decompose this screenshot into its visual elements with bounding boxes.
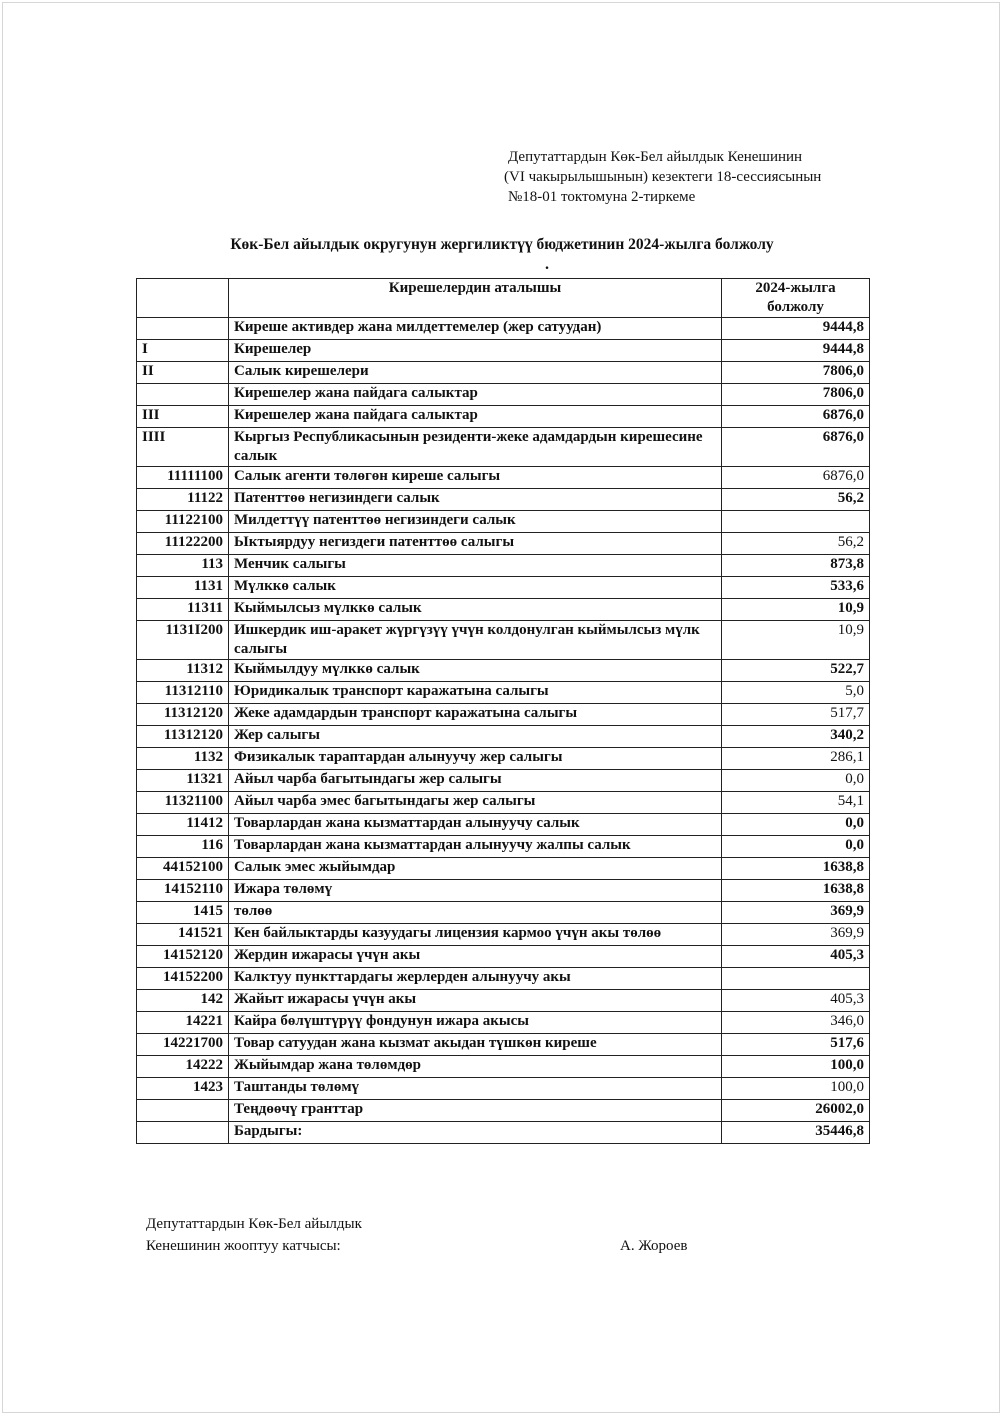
row-value-cell: 6876,0 xyxy=(722,467,870,489)
table-row xyxy=(137,1078,870,1100)
signature-line-2: Кенешинин жооптуу катчысы: xyxy=(146,1238,341,1254)
row-code-cell: IIII xyxy=(137,428,229,467)
table-row xyxy=(137,990,870,1012)
table-row xyxy=(137,726,870,748)
table-row xyxy=(137,792,870,814)
row-value-cell: 9444,8 xyxy=(722,340,870,362)
row-name-cell: Ишкердик иш-аракет жүргүзүү үчүн колдонулган кыймылсыз мүлк салыгы xyxy=(229,621,722,660)
row-code-cell xyxy=(137,384,229,406)
row-code-cell: 11122 xyxy=(137,489,229,511)
table-row xyxy=(137,968,870,990)
table-row xyxy=(137,1122,870,1144)
row-name-cell: Кыймылсыз мүлккө салык xyxy=(229,599,722,621)
table-row xyxy=(137,880,870,902)
row-code-cell: 1132 xyxy=(137,748,229,770)
table-row xyxy=(137,340,870,362)
row-value-cell: 1638,8 xyxy=(722,880,870,902)
row-code-cell: 11122100 xyxy=(137,511,229,533)
table-row xyxy=(137,946,870,968)
header-note-line-3: №18-01 токтомуна 2-тиркеме xyxy=(508,189,696,205)
row-name-cell: Милдеттүү патенттөө негизиндеги салык xyxy=(229,511,722,533)
table-row xyxy=(137,682,870,704)
row-name-cell: Айыл чарба багытындагы жер салыгы xyxy=(229,770,722,792)
row-name-cell: Мүлккө салык xyxy=(229,577,722,599)
row-name-cell: Кыргыз Республикасынын резиденти-жеке адамдардын кирешесине салык xyxy=(229,428,722,467)
row-value-cell: 405,3 xyxy=(722,946,870,968)
table-row xyxy=(137,555,870,577)
row-code-cell: III xyxy=(137,406,229,428)
row-name-cell: Кен байлыктарды казуудагы лицензия кармоо үчүн акы төлөө xyxy=(229,924,722,946)
row-code-cell xyxy=(137,1100,229,1122)
row-value-cell: 0,0 xyxy=(722,770,870,792)
row-name-cell: Менчик салыгы xyxy=(229,555,722,577)
signature-block xyxy=(146,1213,362,1257)
row-value-cell: 9444,8 xyxy=(722,318,870,340)
row-value-cell: 873,8 xyxy=(722,555,870,577)
row-value-cell: 533,6 xyxy=(722,577,870,599)
row-code-cell: 141521 xyxy=(137,924,229,946)
row-value-cell: 54,1 xyxy=(722,792,870,814)
row-name-cell: Салык кирешелери xyxy=(229,362,722,384)
row-value-cell: 405,3 xyxy=(722,990,870,1012)
row-code-cell: 116 xyxy=(137,836,229,858)
row-value-cell: 26002,0 xyxy=(722,1100,870,1122)
table-row xyxy=(137,1012,870,1034)
row-name-cell: Жердин ижарасы үчүн акы xyxy=(229,946,722,968)
table-row xyxy=(137,1034,870,1056)
row-code-cell: 11312110 xyxy=(137,682,229,704)
table-row xyxy=(137,467,870,489)
row-name-cell: Теңдөөчү гранттар xyxy=(229,1100,722,1122)
row-value-cell: 56,2 xyxy=(722,489,870,511)
table-row xyxy=(137,902,870,924)
table-row xyxy=(137,924,870,946)
row-name-cell: Товарлардан жана кызматтардан алынуучу жалпы салык xyxy=(229,836,722,858)
table-row xyxy=(137,814,870,836)
table-row xyxy=(137,599,870,621)
table-row xyxy=(137,748,870,770)
row-value-cell: 7806,0 xyxy=(722,362,870,384)
table-row xyxy=(137,621,870,660)
row-code-cell: 11412 xyxy=(137,814,229,836)
row-value-cell: 517,7 xyxy=(722,704,870,726)
budget-table xyxy=(136,278,870,1144)
row-name-cell: Жер салыгы xyxy=(229,726,722,748)
row-name-cell: Киреше активдер жана милдеттемелер (жер сатуудан) xyxy=(229,318,722,340)
row-code-cell: 11321 xyxy=(137,770,229,792)
signature-line-1: Депутаттардын Көк-Бел айылдык xyxy=(146,1216,362,1232)
row-name-cell: Юридикалык транспорт каражатына салыгы xyxy=(229,682,722,704)
row-code-cell: 142 xyxy=(137,990,229,1012)
row-code-cell: 14152110 xyxy=(137,880,229,902)
row-name-cell: Айыл чарба эмес багытындагы жер салыгы xyxy=(229,792,722,814)
row-code-cell: 1415 xyxy=(137,902,229,924)
header-value-cell: 2024-жылга болжолу xyxy=(722,279,870,318)
row-value-cell: 10,9 xyxy=(722,621,870,660)
row-name-cell: Салык эмес жыйымдар xyxy=(229,858,722,880)
table-row xyxy=(137,428,870,467)
row-code-cell: 14222 xyxy=(137,1056,229,1078)
row-code-cell: 44152100 xyxy=(137,858,229,880)
row-value-cell xyxy=(722,511,870,533)
row-name-cell: Жеке адамдардын транспорт каражатына салыгы xyxy=(229,704,722,726)
table-header-row xyxy=(137,279,870,318)
row-name-cell: Таштанды төлөмү xyxy=(229,1078,722,1100)
row-name-cell: Кирешелер xyxy=(229,340,722,362)
table-row xyxy=(137,533,870,555)
header-note-line-2: (VI чакырылышынын) кезектеги 18-сессиясынын xyxy=(504,169,822,185)
table-row xyxy=(137,770,870,792)
row-name-cell: Патенттөө негизиндеги салык xyxy=(229,489,722,511)
table-row xyxy=(137,836,870,858)
row-value-cell xyxy=(722,968,870,990)
row-value-cell: 56,2 xyxy=(722,533,870,555)
row-name-cell: Физикалык тараптардан алынуучу жер салыгы xyxy=(229,748,722,770)
table-row xyxy=(137,1056,870,1078)
row-code-cell: 11311 xyxy=(137,599,229,621)
row-name-cell: төлөө xyxy=(229,902,722,924)
row-code-cell: 14152120 xyxy=(137,946,229,968)
row-code-cell: 14152200 xyxy=(137,968,229,990)
row-code-cell: 11111100 xyxy=(137,467,229,489)
table-row xyxy=(137,660,870,682)
signer-name: А. Жороев xyxy=(620,1238,688,1254)
row-value-cell: 522,7 xyxy=(722,660,870,682)
row-code-cell: 1131I200 xyxy=(137,621,229,660)
table-row xyxy=(137,704,870,726)
row-value-cell: 346,0 xyxy=(722,1012,870,1034)
row-value-cell: 0,0 xyxy=(722,814,870,836)
row-code-cell: 11122200 xyxy=(137,533,229,555)
row-code-cell: 11312120 xyxy=(137,704,229,726)
table-row xyxy=(137,511,870,533)
row-code-cell: 11312120 xyxy=(137,726,229,748)
row-value-cell: 340,2 xyxy=(722,726,870,748)
row-value-cell: 1638,8 xyxy=(722,858,870,880)
table-row xyxy=(137,577,870,599)
row-value-cell: 100,0 xyxy=(722,1056,870,1078)
row-code-cell: 11321100 xyxy=(137,792,229,814)
header-code-cell xyxy=(137,279,229,318)
row-code-cell: 113 xyxy=(137,555,229,577)
row-value-cell: 0,0 xyxy=(722,836,870,858)
row-value-cell: 369,9 xyxy=(722,902,870,924)
row-name-cell: Товар сатуудан жана кызмат акыдан түшкөн киреше xyxy=(229,1034,722,1056)
row-name-cell: Ыктыярдуу негиздеги патенттөө салыгы xyxy=(229,533,722,555)
row-name-cell: Бардыгы: xyxy=(229,1122,722,1144)
table-row xyxy=(137,384,870,406)
document-title: Көк-Бел айылдык округунун жергиликтүү бюджетинин 2024-жылга болжолу xyxy=(230,236,774,253)
row-value-cell: 7806,0 xyxy=(722,384,870,406)
header-name-cell: Кирешелердин аталышы xyxy=(229,279,722,318)
row-value-cell: 6876,0 xyxy=(722,428,870,467)
row-code-cell: 1423 xyxy=(137,1078,229,1100)
row-name-cell: Товарлардан жана кызматтардан алынуучу салык xyxy=(229,814,722,836)
row-code-cell xyxy=(137,1122,229,1144)
title-dot: . xyxy=(545,256,549,273)
row-value-cell: 286,1 xyxy=(722,748,870,770)
row-code-cell: 14221700 xyxy=(137,1034,229,1056)
row-code-cell: 11312 xyxy=(137,660,229,682)
header-note-line-1: Депутаттардын Көк-Бел айылдык Кенешинин xyxy=(508,149,803,165)
table-row xyxy=(137,489,870,511)
row-name-cell: Жыйымдар жана төлөмдөр xyxy=(229,1056,722,1078)
row-value-cell: 100,0 xyxy=(722,1078,870,1100)
row-code-cell: II xyxy=(137,362,229,384)
row-value-cell: 6876,0 xyxy=(722,406,870,428)
row-value-cell: 369,9 xyxy=(722,924,870,946)
row-name-cell: Ижара төлөмү xyxy=(229,880,722,902)
row-value-cell: 5,0 xyxy=(722,682,870,704)
row-code-cell xyxy=(137,318,229,340)
row-value-cell: 10,9 xyxy=(722,599,870,621)
row-code-cell: 14221 xyxy=(137,1012,229,1034)
row-name-cell: Калктуу пункттардагы жерлерден алынуучу акы xyxy=(229,968,722,990)
row-name-cell: Кирешелер жана пайдага салыктар xyxy=(229,384,722,406)
row-value-cell: 517,6 xyxy=(722,1034,870,1056)
row-name-cell: Кыймылдуу мүлккө салык xyxy=(229,660,722,682)
table-row xyxy=(137,318,870,340)
row-code-cell: 1131 xyxy=(137,577,229,599)
row-value-cell: 35446,8 xyxy=(722,1122,870,1144)
table-row xyxy=(137,362,870,384)
table-row xyxy=(137,858,870,880)
row-name-cell: Кирешелер жана пайдага салыктар xyxy=(229,406,722,428)
row-name-cell: Салык агенти төлөгөн киреше салыгы xyxy=(229,467,722,489)
table-row xyxy=(137,406,870,428)
row-code-cell: I xyxy=(137,340,229,362)
row-name-cell: Жайыт ижарасы үчүн акы xyxy=(229,990,722,1012)
row-name-cell: Кайра бөлүштүрүү фондунун ижара акысы xyxy=(229,1012,722,1034)
header-note xyxy=(504,147,822,207)
table-row xyxy=(137,1100,870,1122)
